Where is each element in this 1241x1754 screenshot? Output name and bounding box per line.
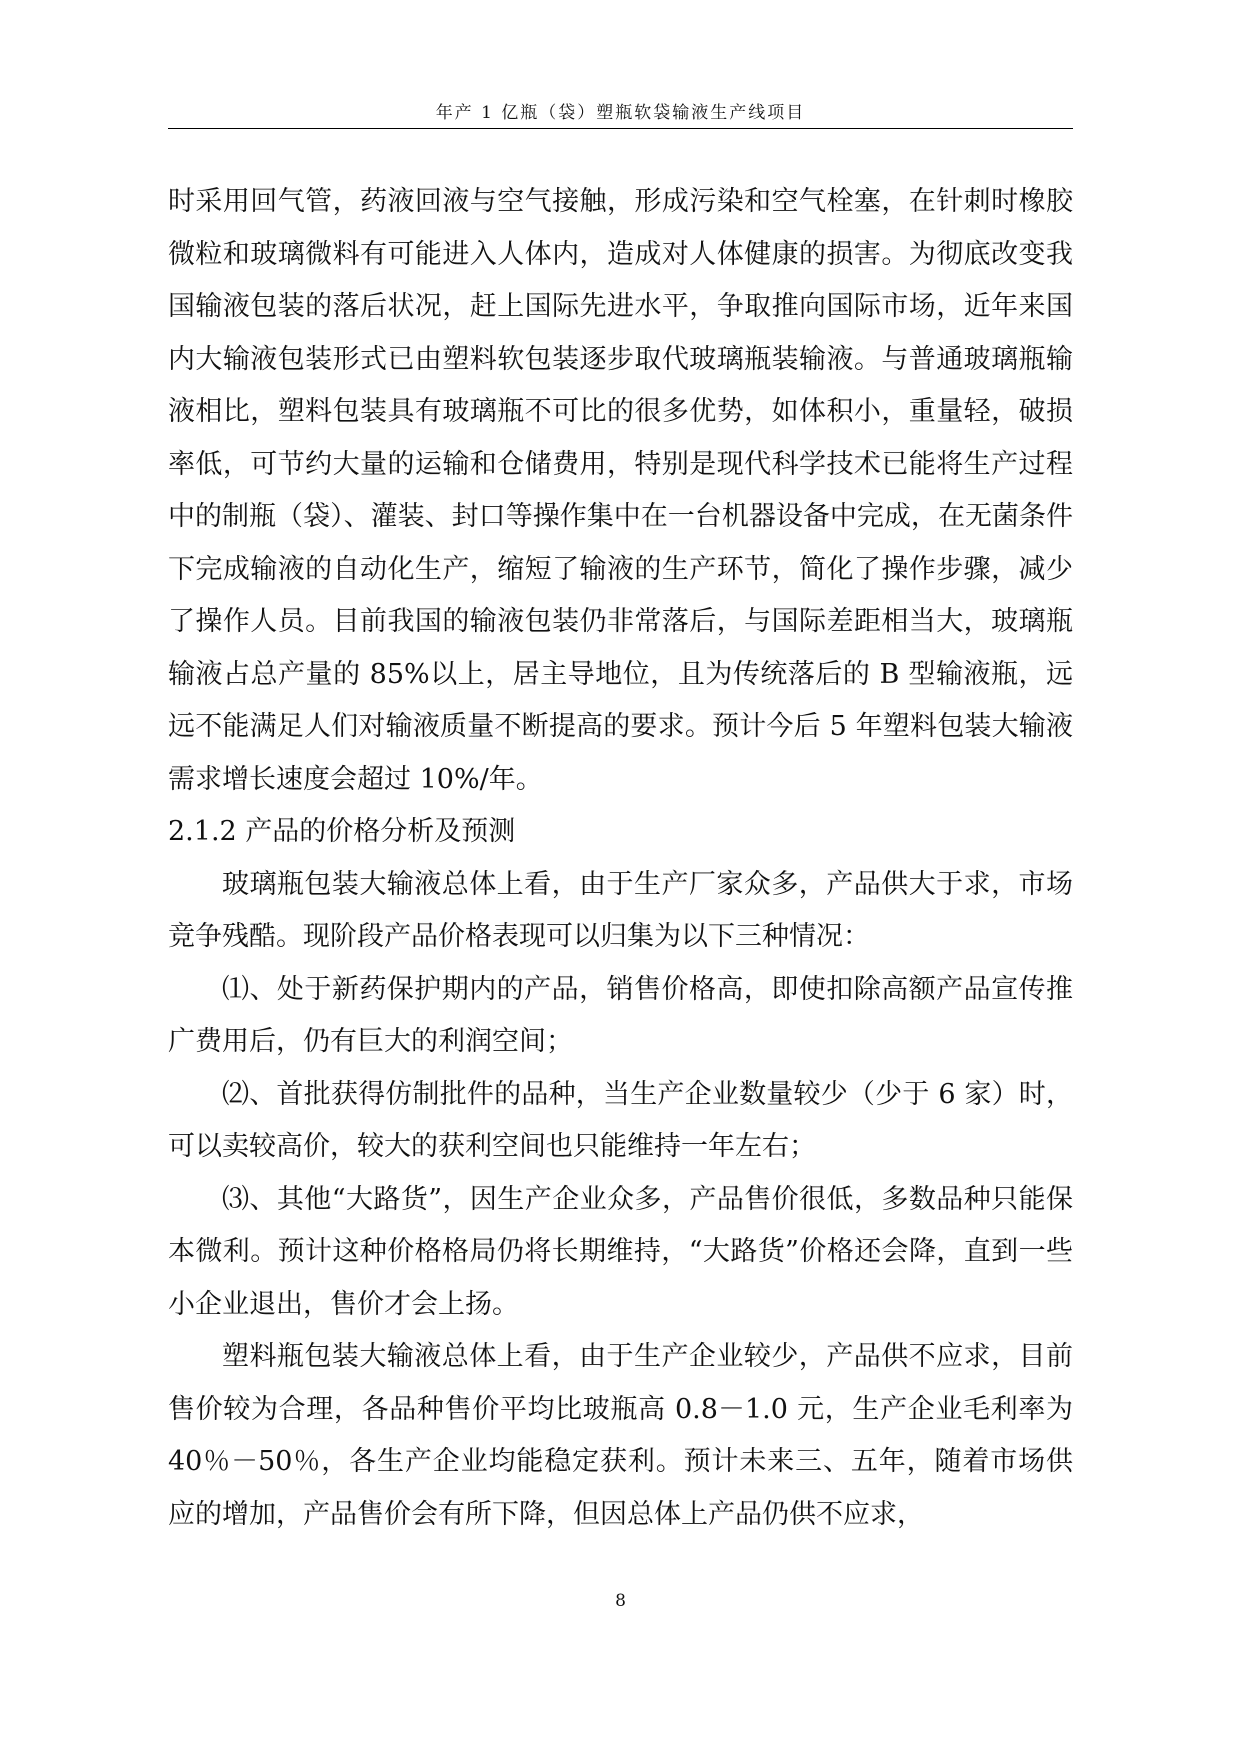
page-number: 8 xyxy=(615,1591,626,1611)
section-heading: 2.1.2 产品的价格分析及预测 xyxy=(168,816,516,847)
list-item-1: ⑴、处于新药保护期内的产品，销售价格高，即使扣除高额产品宣传推广费用后，仍有巨大的利润空间； xyxy=(168,973,1073,1057)
list-item-3: ⑶、其他“大路货”，因生产企业众多，产品售价很低，多数品种只能保本微利。预计这种价格格局仍将长期维持，“大路货”价格还会降，直到一些小企业退出，售价才会上扬。 xyxy=(168,1183,1073,1320)
paragraph-glass-bottle-pricing: 玻璃瓶包装大输液总体上看，由于生产厂家众多，产品供大于求，市场竞争残酷。现阶段产品价格表现可以归集为以下三种情况： xyxy=(168,868,1073,952)
page-header-title: 年产 1 亿瓶（袋）塑瓶软袋输液生产线项目 xyxy=(435,103,806,123)
header-divider xyxy=(168,128,1073,129)
paragraph-continuation: 时采用回气管，药液回液与空气接触，形成污染和空气栓塞，在针刺时橡胶微粒和玻璃微料有可能进入人体内，造成对人体健康的损害。为彻底改变我国输液包装的落后状况，赶上国际先进水平，争取推向国际市场，近年来国内大输液包装形式已由塑料软包装逐步取代玻璃瓶装输液。与普通玻璃瓶输液相比，塑料包装具有玻璃瓶不可比的很多优势，如体积小，重量轻，破损率低，可节约大量的运输和仓储费用，特别是现代科学技术已能将生产过程中的制瓶（袋）、灌装、封口等操作集中在一台机器设备中完成，在无菌条件下完成输液的自动化生产，缩短了输液的生产环节，简化了操作步骤，减少了操作人员。目前我国的输液包装仍非常落后，与国际差距相当大，玻璃瓶输液占总产量的 85%以上，居主导地位，且为传统落后的 B 型输液瓶，远远不能满足人们对输液质量不断提高的要求。预计今后 5 年塑料包装大输液需求增长速度会超过 10%/年。 xyxy=(168,186,1073,795)
paragraph-plastic-bottle-pricing: 塑料瓶包装大输液总体上看，由于生产企业较少，产品供不应求，目前售价较为合理，各品种售价平均比玻瓶高 0.8－1.0 元，生产企业毛利率为 40％－50％，各生产企业均能稳定获利。预计未来三、五年，随着市场供应的增加，产品售价会有所下降，但因总体上产品仍供不应求， xyxy=(168,1341,1073,1530)
document-body xyxy=(168,176,1073,1541)
list-item-2: ⑵、首批获得仿制批件的品种，当生产企业数量较少（少于 6 家）时，可以卖较高价，较大的获利空间也只能维持一年左右； xyxy=(168,1078,1073,1162)
